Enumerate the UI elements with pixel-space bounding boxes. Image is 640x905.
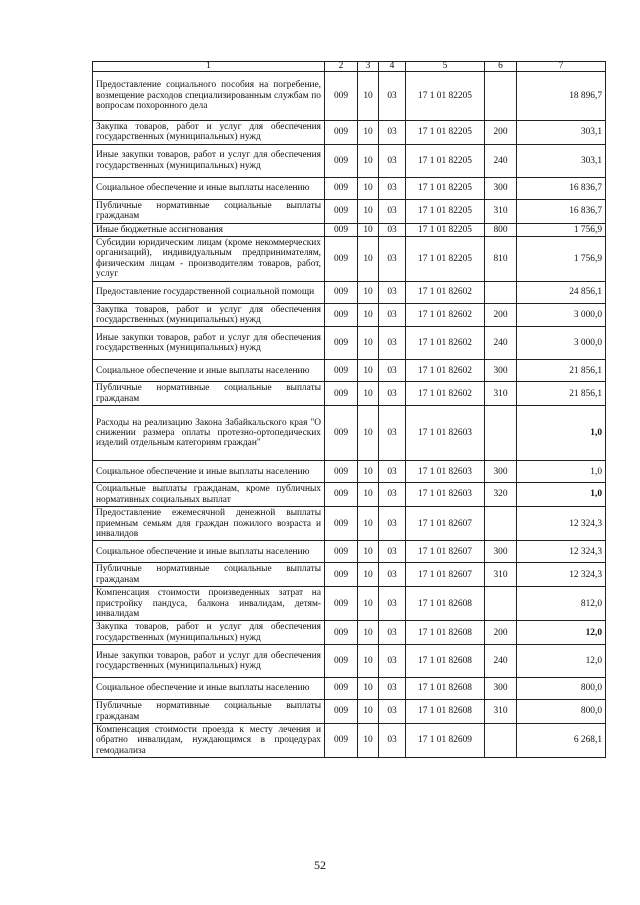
- table-row: [93, 700, 606, 724]
- row-expense-type: [485, 281, 517, 303]
- row-section-code: 10: [358, 360, 379, 382]
- row-section-code: 10: [358, 199, 379, 223]
- row-subsection-code: 03: [379, 406, 406, 461]
- row-amount: 800,0: [517, 678, 606, 700]
- row-subsection-code: 03: [379, 72, 406, 121]
- row-description: Иные закупки товаров, работ и услуг для обеспечения государственных (муниципальных) нужд: [93, 144, 325, 177]
- row-amount: 16 836,7: [517, 199, 606, 223]
- header-col-4: 4: [379, 62, 406, 72]
- row-ministry-code: 009: [325, 237, 358, 282]
- row-description: Социальные выплаты гражданам, кроме публичных нормативных социальных выплат: [93, 483, 325, 507]
- row-ministry-code: 009: [325, 541, 358, 563]
- row-amount: 1,0: [517, 461, 606, 483]
- row-description: Закупка товаров, работ и услуг для обеспечения государственных (муниципальных) нужд: [93, 303, 325, 327]
- row-expense-type: 310: [485, 700, 517, 724]
- row-expense-type: [485, 723, 517, 757]
- row-description: Социальное обеспечение и иные выплаты населению: [93, 360, 325, 382]
- row-amount: 21 856,1: [517, 382, 606, 406]
- header-col-1: 1: [93, 62, 325, 72]
- row-expense-type: 310: [485, 199, 517, 223]
- row-amount: 1,0: [517, 483, 606, 507]
- row-target-article: 17 1 01 82607: [406, 541, 485, 563]
- row-amount: 21 856,1: [517, 360, 606, 382]
- row-section-code: 10: [358, 587, 379, 621]
- row-expense-type: 200: [485, 303, 517, 327]
- row-section-code: 10: [358, 483, 379, 507]
- row-expense-type: 200: [485, 621, 517, 645]
- row-subsection-code: 03: [379, 121, 406, 145]
- row-subsection-code: 03: [379, 223, 406, 236]
- row-subsection-code: 03: [379, 587, 406, 621]
- row-expense-type: 240: [485, 645, 517, 678]
- budget-table: [92, 61, 606, 758]
- table-row: [93, 382, 606, 406]
- row-subsection-code: 03: [379, 382, 406, 406]
- row-subsection-code: 03: [379, 645, 406, 678]
- row-description: Публичные нормативные социальные выплаты гражданам: [93, 382, 325, 406]
- row-target-article: 17 1 01 82205: [406, 144, 485, 177]
- row-section-code: 10: [358, 303, 379, 327]
- table-row: [93, 587, 606, 621]
- row-subsection-code: 03: [379, 237, 406, 282]
- table-row: [93, 645, 606, 678]
- row-subsection-code: 03: [379, 199, 406, 223]
- row-amount: 12,0: [517, 621, 606, 645]
- row-target-article: 17 1 01 82608: [406, 700, 485, 724]
- row-description: Компенсация стоимости проезда к месту лечения и обратно инвалидам, нуждающимся в процедурах гемодиализа: [93, 723, 325, 757]
- row-description: Предоставление государственной социальной помощи: [93, 281, 325, 303]
- row-description: Публичные нормативные социальные выплаты гражданам: [93, 199, 325, 223]
- row-section-code: 10: [358, 507, 379, 541]
- row-ministry-code: 009: [325, 406, 358, 461]
- table-row: [93, 621, 606, 645]
- row-amount: 16 836,7: [517, 177, 606, 199]
- row-expense-type: 300: [485, 678, 517, 700]
- row-ministry-code: 009: [325, 723, 358, 757]
- row-target-article: 17 1 01 82205: [406, 199, 485, 223]
- row-description: Иные закупки товаров, работ и услуг для обеспечения государственных (муниципальных) нужд: [93, 327, 325, 360]
- row-subsection-code: 03: [379, 621, 406, 645]
- table-row: [93, 406, 606, 461]
- row-amount: 1,0: [517, 406, 606, 461]
- row-expense-type: [485, 587, 517, 621]
- row-subsection-code: 03: [379, 541, 406, 563]
- table-row: [93, 121, 606, 145]
- row-subsection-code: 03: [379, 327, 406, 360]
- row-amount: 12 324,3: [517, 563, 606, 587]
- row-expense-type: 310: [485, 382, 517, 406]
- table-row: [93, 678, 606, 700]
- row-target-article: 17 1 01 82602: [406, 360, 485, 382]
- table-row: [93, 461, 606, 483]
- row-target-article: 17 1 01 82602: [406, 382, 485, 406]
- header-col-2: 2: [325, 62, 358, 72]
- row-ministry-code: 009: [325, 303, 358, 327]
- row-ministry-code: 009: [325, 144, 358, 177]
- row-section-code: 10: [358, 237, 379, 282]
- row-amount: 12,0: [517, 645, 606, 678]
- header-col-7: 7: [517, 62, 606, 72]
- row-description: Социальное обеспечение и иные выплаты населению: [93, 541, 325, 563]
- row-subsection-code: 03: [379, 723, 406, 757]
- row-expense-type: [485, 406, 517, 461]
- row-amount: 303,1: [517, 121, 606, 145]
- row-ministry-code: 009: [325, 72, 358, 121]
- row-subsection-code: 03: [379, 507, 406, 541]
- row-description: Предоставление ежемесячной денежной выплаты приемным семьям для граждан пожилого возраста и инвалидов: [93, 507, 325, 541]
- row-ministry-code: 009: [325, 382, 358, 406]
- row-subsection-code: 03: [379, 678, 406, 700]
- row-amount: 3 000,0: [517, 303, 606, 327]
- row-subsection-code: 03: [379, 700, 406, 724]
- row-amount: 800,0: [517, 700, 606, 724]
- row-section-code: 10: [358, 700, 379, 724]
- row-section-code: 10: [358, 223, 379, 236]
- row-ministry-code: 009: [325, 700, 358, 724]
- row-amount: 12 324,3: [517, 507, 606, 541]
- row-subsection-code: 03: [379, 461, 406, 483]
- row-subsection-code: 03: [379, 281, 406, 303]
- row-target-article: 17 1 01 82608: [406, 645, 485, 678]
- table-row: [93, 303, 606, 327]
- row-target-article: 17 1 01 82602: [406, 303, 485, 327]
- row-description: Иные закупки товаров, работ и услуг для обеспечения государственных (муниципальных) нужд: [93, 645, 325, 678]
- row-expense-type: 300: [485, 360, 517, 382]
- row-target-article: 17 1 01 82205: [406, 121, 485, 145]
- row-section-code: 10: [358, 177, 379, 199]
- table-row: [93, 177, 606, 199]
- row-amount: 6 268,1: [517, 723, 606, 757]
- row-ministry-code: 009: [325, 587, 358, 621]
- row-target-article: 17 1 01 82607: [406, 563, 485, 587]
- row-expense-type: 240: [485, 144, 517, 177]
- row-ministry-code: 009: [325, 281, 358, 303]
- row-expense-type: 300: [485, 461, 517, 483]
- row-ministry-code: 009: [325, 507, 358, 541]
- table-row: [93, 237, 606, 282]
- row-target-article: 17 1 01 82603: [406, 461, 485, 483]
- row-expense-type: 300: [485, 177, 517, 199]
- row-target-article: 17 1 01 82603: [406, 406, 485, 461]
- row-section-code: 10: [358, 645, 379, 678]
- row-subsection-code: 03: [379, 177, 406, 199]
- row-subsection-code: 03: [379, 360, 406, 382]
- table-row: [93, 541, 606, 563]
- row-target-article: 17 1 01 82608: [406, 678, 485, 700]
- row-subsection-code: 03: [379, 563, 406, 587]
- row-ministry-code: 009: [325, 121, 358, 145]
- row-description: Публичные нормативные социальные выплаты гражданам: [93, 563, 325, 587]
- row-description: Социальное обеспечение и иные выплаты населению: [93, 177, 325, 199]
- row-amount: 1 756,9: [517, 237, 606, 282]
- page-number: 52: [314, 858, 326, 872]
- row-amount: 12 324,3: [517, 541, 606, 563]
- row-target-article: 17 1 01 82608: [406, 621, 485, 645]
- row-description: Компенсация стоимости произведенных затрат на пристройку пандуса, балкона инвалидам, детям-инвалидам: [93, 587, 325, 621]
- row-amount: 303,1: [517, 144, 606, 177]
- row-subsection-code: 03: [379, 303, 406, 327]
- row-amount: 3 000,0: [517, 327, 606, 360]
- row-target-article: 17 1 01 82602: [406, 327, 485, 360]
- row-section-code: 10: [358, 621, 379, 645]
- row-section-code: 10: [358, 327, 379, 360]
- row-section-code: 10: [358, 541, 379, 563]
- table-row: [93, 199, 606, 223]
- row-expense-type: 810: [485, 237, 517, 282]
- row-description: Закупка товаров, работ и услуг для обеспечения государственных (муниципальных) нужд: [93, 621, 325, 645]
- row-target-article: 17 1 01 82205: [406, 237, 485, 282]
- row-section-code: 10: [358, 461, 379, 483]
- header-row: [93, 62, 606, 72]
- row-target-article: 17 1 01 82607: [406, 507, 485, 541]
- row-description: Иные бюджетные ассигнования: [93, 223, 325, 236]
- row-description: Расходы на реализацию Закона Забайкальского края "О снижении размера оплаты протезно-ортопедических изделий отдельным категориям граждан": [93, 406, 325, 461]
- row-amount: 812,0: [517, 587, 606, 621]
- row-target-article: 17 1 01 82603: [406, 483, 485, 507]
- row-expense-type: 240: [485, 327, 517, 360]
- header-col-5: 5: [406, 62, 485, 72]
- table-row: [93, 563, 606, 587]
- row-ministry-code: 009: [325, 563, 358, 587]
- row-subsection-code: 03: [379, 144, 406, 177]
- row-target-article: 17 1 01 82205: [406, 72, 485, 121]
- row-section-code: 10: [358, 678, 379, 700]
- row-amount: 18 896,7: [517, 72, 606, 121]
- row-target-article: 17 1 01 82205: [406, 223, 485, 236]
- row-section-code: 10: [358, 406, 379, 461]
- row-expense-type: 800: [485, 223, 517, 236]
- table-row: [93, 144, 606, 177]
- row-description: Социальное обеспечение и иные выплаты населению: [93, 678, 325, 700]
- row-expense-type: 310: [485, 563, 517, 587]
- row-expense-type: 320: [485, 483, 517, 507]
- table-row: [93, 72, 606, 121]
- row-section-code: 10: [358, 563, 379, 587]
- table-row: [93, 723, 606, 757]
- row-description: Закупка товаров, работ и услуг для обеспечения государственных (муниципальных) нужд: [93, 121, 325, 145]
- row-target-article: 17 1 01 82608: [406, 587, 485, 621]
- row-ministry-code: 009: [325, 177, 358, 199]
- row-ministry-code: 009: [325, 223, 358, 236]
- table-row: [93, 281, 606, 303]
- row-amount: 24 856,1: [517, 281, 606, 303]
- row-expense-type: [485, 72, 517, 121]
- row-section-code: 10: [358, 72, 379, 121]
- row-target-article: 17 1 01 82205: [406, 177, 485, 199]
- row-ministry-code: 009: [325, 199, 358, 223]
- row-description: Предоставление социального пособия на погребение, возмещение расходов специализированным службам по вопросам похоронного дела: [93, 72, 325, 121]
- row-ministry-code: 009: [325, 360, 358, 382]
- row-expense-type: [485, 507, 517, 541]
- row-ministry-code: 009: [325, 678, 358, 700]
- row-description: Субсидии юридическим лицам (кроме некоммерческих организаций), индивидуальным предпринимателям, физическим лицам - производителям товаров, работ, услуг: [93, 237, 325, 282]
- table-row: [93, 223, 606, 236]
- row-ministry-code: 009: [325, 461, 358, 483]
- table-row: [93, 507, 606, 541]
- row-section-code: 10: [358, 382, 379, 406]
- row-target-article: 17 1 01 82609: [406, 723, 485, 757]
- table-row: [93, 483, 606, 507]
- row-target-article: 17 1 01 82602: [406, 281, 485, 303]
- row-expense-type: 300: [485, 541, 517, 563]
- table-row: [93, 360, 606, 382]
- row-description: Социальное обеспечение и иные выплаты населению: [93, 461, 325, 483]
- row-ministry-code: 009: [325, 483, 358, 507]
- row-ministry-code: 009: [325, 645, 358, 678]
- header-col-3: 3: [358, 62, 379, 72]
- table-row: [93, 327, 606, 360]
- row-section-code: 10: [358, 723, 379, 757]
- row-expense-type: 200: [485, 121, 517, 145]
- row-ministry-code: 009: [325, 327, 358, 360]
- row-ministry-code: 009: [325, 621, 358, 645]
- row-description: Публичные нормативные социальные выплаты гражданам: [93, 700, 325, 724]
- row-amount: 1 756,9: [517, 223, 606, 236]
- row-section-code: 10: [358, 281, 379, 303]
- row-section-code: 10: [358, 144, 379, 177]
- row-section-code: 10: [358, 121, 379, 145]
- row-subsection-code: 03: [379, 483, 406, 507]
- header-col-6: 6: [485, 62, 517, 72]
